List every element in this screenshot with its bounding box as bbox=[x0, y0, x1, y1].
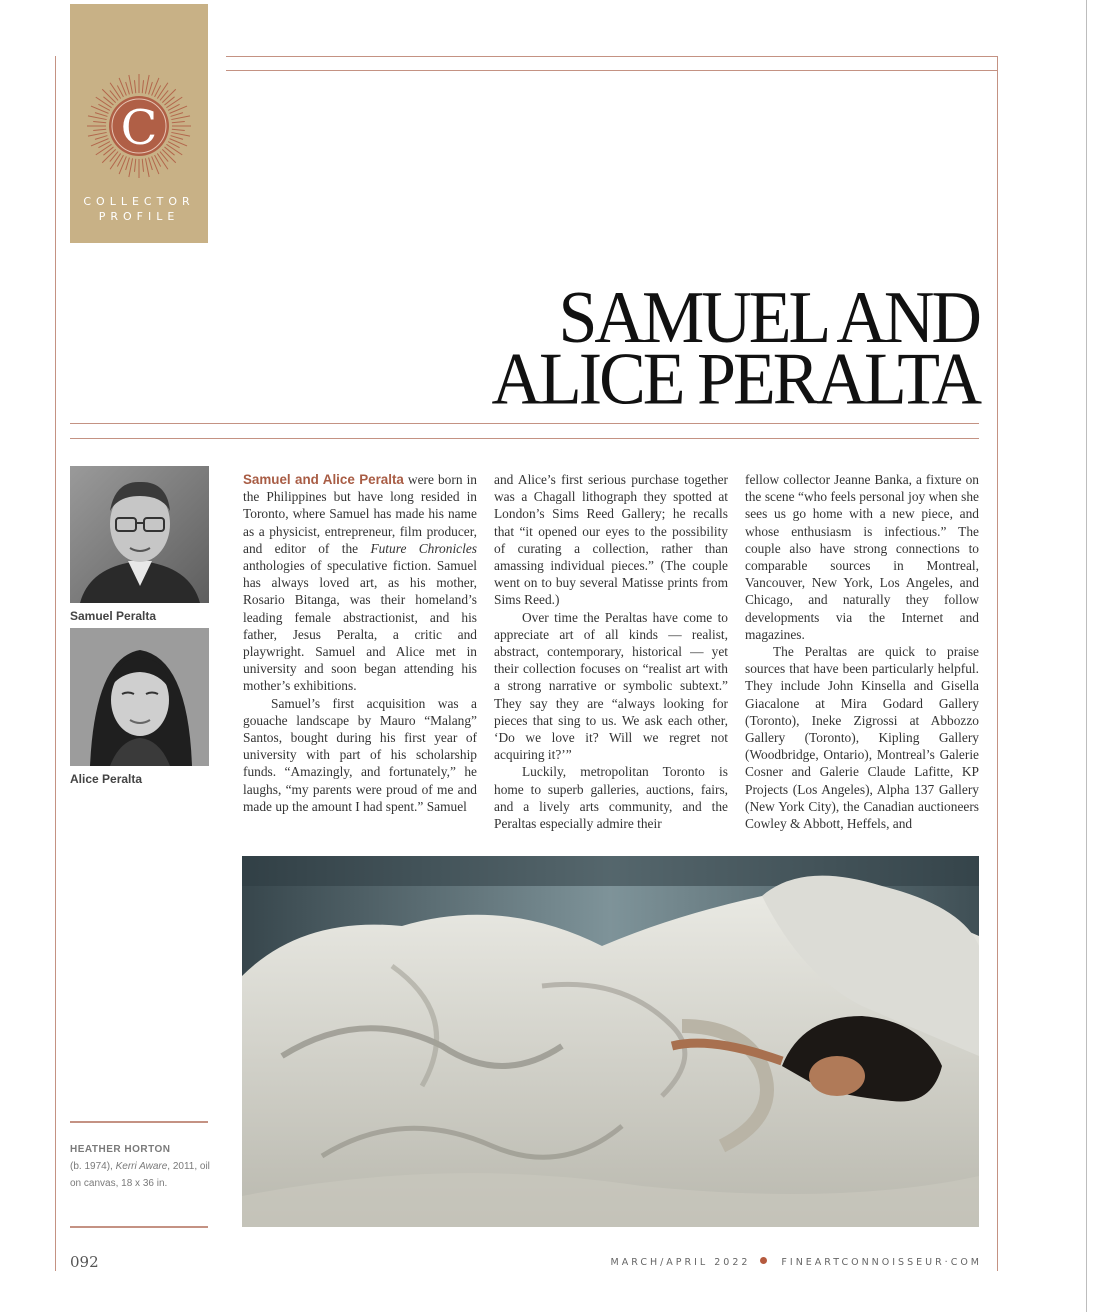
sunburst-emblem-icon bbox=[70, 4, 208, 184]
badge-label-line1: COLLECTOR bbox=[83, 195, 195, 208]
sunburst-ray bbox=[152, 78, 159, 96]
artist-dates: (b. 1974), bbox=[70, 1161, 116, 1172]
paragraph: and Alice’s first serious purchase together was a Chagall lithograph they spotted at London’s Sims Reed Gallery; he recalls that “it opened our eyes to the possibility of curating a collection, rather than amassing individual pieces.” (The couple went on to buy several Matisse prints from Sims Reed.) bbox=[494, 472, 728, 608]
sunburst-ray bbox=[142, 80, 143, 93]
samuel-portrait bbox=[70, 466, 209, 603]
paragraph: Luckily, metropolitan Toronto is home to superb galleries, auctions, fairs, and a lively arts community, and the Peraltas especially admire their bbox=[494, 764, 728, 832]
badge-letter: C bbox=[120, 100, 158, 156]
samuel-caption: Samuel Peralta bbox=[70, 609, 157, 623]
sunburst-ray bbox=[88, 116, 107, 120]
sunburst-ray bbox=[157, 83, 168, 99]
alice-caption: Alice Peralta bbox=[70, 772, 143, 786]
sunburst-ray bbox=[93, 129, 106, 130]
article-column-1 bbox=[243, 471, 477, 815]
sunburst-ray bbox=[102, 89, 115, 102]
collector-profile-badge bbox=[70, 4, 208, 243]
sunburst-ray bbox=[134, 159, 135, 172]
page-footer bbox=[611, 1257, 983, 1268]
paragraph: Samuel’s first acquisition was a gouache landscape by Mauro “Malang” Santos, bought during his first year of university with part of his scholarship funds. “Amazingly, and fortunately,” he laughs, “my parents were proud of me and made up the amount I had spent.” Samuel bbox=[243, 695, 477, 814]
paragraph: The Peraltas are quick to praise sources that have been particularly helpful. They include John Kinsella and Gisella Giacalone at Mira Godard Gallery (Toronto), Ineke Zigrossi at Abbozzo Gallery (Toronto), Kipling Gallery (Woodbridge, Ontario), Montreal’s Galerie Cosner and Galerie Claude Lafitte, KP Projects (Los Angeles), Alpha 137 Gallery (New York City), the Canadian auctioneers Cowley & Abbott, Heffels, and bbox=[745, 644, 979, 832]
sunburst-ray bbox=[169, 106, 187, 113]
sunburst-ray bbox=[166, 97, 182, 108]
sunburst-ray bbox=[95, 113, 107, 117]
sunburst-ray bbox=[171, 136, 183, 140]
painting-kerri-aware bbox=[242, 856, 979, 1227]
sunburst-ray bbox=[145, 158, 149, 177]
badge-label-line2: PROFILE bbox=[98, 210, 180, 223]
paragraph-text: were born in the Philippines but have long resided in Toronto, where Samuel has made his name as a physicist, entrepreneur, film producer, and editor of the bbox=[243, 472, 477, 556]
article-column-2 bbox=[494, 471, 728, 832]
artwork-details: , 2011, oil on canvas, 18 x 36 in. bbox=[70, 1161, 210, 1189]
paragraph: fellow collector Jeanne Banka, a fixture on the scene “who feels personal joy when she sees us go home with a new piece, and whose enthusiasm is infectious.” The couple also have strong connections to comparable sources in Montreal, Vancouver, New York, Los Angeles, and Chicago, and naturally they follow developments via the Internet and magazines. bbox=[745, 472, 979, 642]
footer-dot-icon bbox=[760, 1257, 767, 1264]
paragraph bbox=[243, 471, 477, 695]
top-rule-lower bbox=[226, 70, 998, 71]
article-lead-in: Samuel and Alice Peralta bbox=[243, 472, 404, 487]
alice-portrait bbox=[70, 628, 209, 766]
artwork-credit bbox=[70, 1141, 210, 1192]
sunburst-ray bbox=[96, 97, 112, 108]
sunburst-ray bbox=[149, 82, 153, 94]
sunburst-ray bbox=[172, 129, 185, 130]
right-margin-rule bbox=[997, 56, 998, 1271]
sunburst-ray bbox=[162, 149, 175, 162]
sunburst-ray bbox=[166, 144, 182, 155]
sunburst-ray bbox=[157, 153, 168, 169]
sunburst-ray bbox=[110, 83, 121, 99]
sunburst-ray bbox=[110, 153, 121, 169]
sunburst-ray bbox=[149, 158, 153, 170]
sunburst-ray bbox=[91, 106, 109, 113]
page-edge bbox=[1086, 0, 1087, 1312]
sunburst-ray bbox=[91, 139, 109, 146]
sunburst-ray bbox=[162, 89, 175, 102]
issue-date: MARCH/APRIL 2022 bbox=[610, 1257, 751, 1268]
left-margin-rule bbox=[55, 56, 56, 1271]
title-rule-lower bbox=[70, 438, 979, 439]
artwork-title: Kerri Aware bbox=[115, 1161, 168, 1172]
sunburst-ray bbox=[129, 158, 133, 177]
website: FINEARTCONNOISSEUR·COM bbox=[781, 1257, 982, 1268]
sunburst-ray bbox=[96, 144, 112, 155]
sunburst-ray bbox=[142, 159, 143, 172]
sunburst-ray bbox=[129, 75, 133, 94]
sunburst-ray bbox=[102, 149, 115, 162]
sunburst-ray bbox=[171, 116, 190, 120]
sunburst-ray bbox=[152, 156, 159, 174]
title-line-2: ALICE PERALTA bbox=[491, 338, 979, 421]
credit-rule-upper bbox=[70, 1121, 208, 1123]
anthology-title: Future Chronicles bbox=[370, 540, 477, 556]
sunburst-ray bbox=[119, 78, 126, 96]
sunburst-ray bbox=[169, 139, 187, 146]
sunburst-ray bbox=[171, 132, 190, 136]
sunburst-ray bbox=[171, 113, 183, 117]
sunburst-ray bbox=[145, 75, 149, 94]
page-number: 092 bbox=[70, 1253, 99, 1271]
paragraph-text: anthologies of speculative fiction. Samuel has always loved art, as his mother, Rosario Bitanga, was their homeland’s leading female abstractionist, and his father, Jesus Peralta, a critic and playwright. Samuel and Alice met in university and soon began attending his mother’s exhibitions. bbox=[243, 558, 477, 694]
sunburst-ray bbox=[95, 136, 107, 140]
credit-rule-lower bbox=[70, 1226, 208, 1228]
sunburst-ray bbox=[134, 80, 135, 93]
paragraph: Over time the Peraltas have come to appreciate art of all kinds — realist, abstract, contemporary, historical — yet their collection focuses on “realist art with a strong narrative or symbolic subtext.” They say they are “always looking for pieces that sing to us. We ask each other, ‘Do we love it? Will we regret not acquiring it?’” bbox=[494, 609, 728, 763]
title-rule-upper bbox=[70, 423, 979, 424]
sunburst-ray bbox=[172, 121, 185, 122]
sunburst-ray bbox=[88, 132, 107, 136]
sunburst-ray bbox=[126, 158, 130, 170]
title-line-1: SAMUEL AND bbox=[558, 277, 979, 360]
artist-name: HEATHER HORTON bbox=[70, 1144, 171, 1155]
article-column-3 bbox=[745, 471, 979, 832]
sunburst-ray bbox=[119, 156, 126, 174]
sunburst-ray bbox=[93, 121, 106, 122]
article-title bbox=[491, 277, 979, 421]
top-rule-upper bbox=[226, 56, 998, 57]
sunburst-ray bbox=[126, 82, 130, 94]
